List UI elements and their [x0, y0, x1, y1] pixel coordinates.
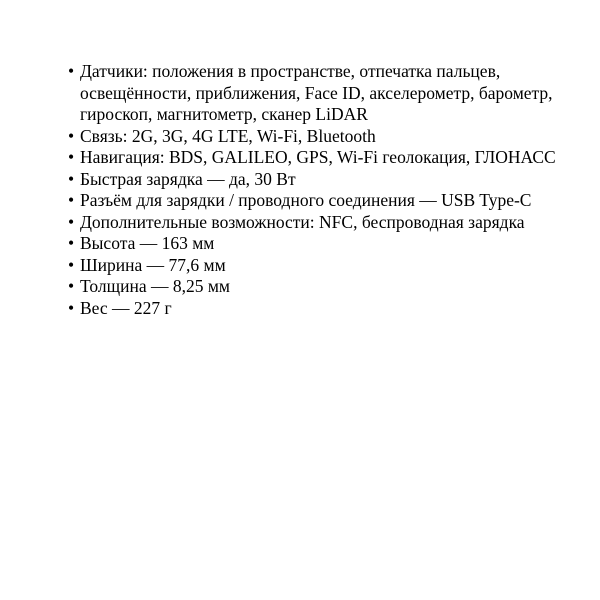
- spec-item-sensors: • Датчики: положения в пространстве, отпечатка пальцев, освещённости, приближения, Face ID, акселерометр, барометр, гироскоп, магнитометр, сканер LiDAR: [68, 61, 568, 126]
- spec-item-thickness: • Толщина — 8,25 мм: [68, 276, 568, 298]
- spec-item-connectivity: • Связь: 2G, 3G, 4G LTE, Wi-Fi, Bluetooth: [68, 126, 568, 148]
- spec-item-fast-charging: • Быстрая зарядка — да, 30 Вт: [68, 169, 568, 191]
- spec-item-weight: • Вес — 227 г: [68, 298, 568, 320]
- spec-item-charging-port: • Разъём для зарядки / проводного соединения — USB Type-C: [68, 190, 568, 212]
- spec-item-extra-features: • Дополнительные возможности: NFC, беспроводная зарядка: [68, 212, 568, 234]
- spec-item-navigation: • Навигация: BDS, GALILEO, GPS, Wi-Fi геолокация, ГЛОНАСС: [68, 147, 568, 169]
- spec-item-width: • Ширина — 77,6 мм: [68, 255, 568, 277]
- spec-item-height: • Высота — 163 мм: [68, 233, 568, 255]
- spec-list: [68, 61, 568, 319]
